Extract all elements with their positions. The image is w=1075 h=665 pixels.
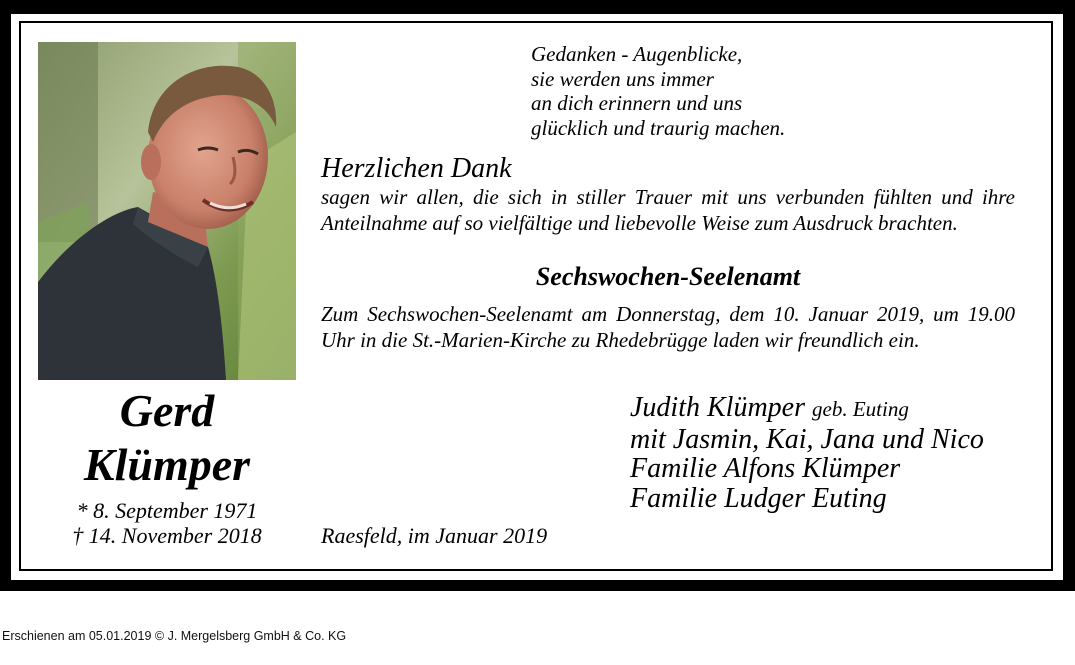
deceased-last-name: Klümper bbox=[83, 439, 251, 490]
signature-name: Judith Klümper bbox=[630, 392, 805, 423]
signature-line: mit Jasmin, Kai, Jana und Nico bbox=[630, 423, 984, 455]
verse-line: an dich erinnern und uns bbox=[531, 91, 743, 115]
thanks-heading: Herzlichen Dank bbox=[321, 153, 512, 184]
mass-heading: Sechswochen-Seelenamt bbox=[535, 262, 801, 291]
maiden-name-note: geb. Euting bbox=[812, 397, 909, 421]
signature-line: Familie Ludger Euting bbox=[630, 482, 887, 514]
portrait-photo bbox=[38, 42, 296, 380]
place-date: Raesfeld, im Januar 2019 bbox=[321, 523, 548, 548]
thanks-text: sagen wir allen, die sich in stiller Trauer mit uns verbunden fühlten und ihre Anteilnahme auf so vielfältige und liebevolle Weise zum Ausdruck brachten. bbox=[321, 185, 1015, 235]
publication-footer: Erschienen am 05.01.2019 © J. Mergelsberg GmbH & Co. KG bbox=[2, 629, 347, 643]
verse-line: sie werden uns immer bbox=[531, 66, 714, 91]
verse-line: glücklich und traurig machen. bbox=[531, 115, 786, 140]
death-date: † 14. November 2018 bbox=[72, 523, 262, 548]
mass-text: Zum Sechswochen-Seelenamt am Donnerstag, dem 10. Januar 2019, um 19.00 Uhr in die St.-Marien-Kirche zu Rhedebrügge laden wir freundlich ein. bbox=[321, 302, 1015, 352]
deceased-first-name: Gerd bbox=[119, 385, 215, 436]
verse-line: Gedanken - Augenblicke, bbox=[531, 42, 743, 66]
signatures bbox=[630, 393, 984, 513]
memorial-verse bbox=[531, 42, 785, 140]
birth-date: * 8. September 1971 bbox=[76, 498, 258, 523]
signature-line: Familie Alfons Klümper bbox=[630, 453, 901, 484]
signature-line bbox=[630, 393, 984, 425]
